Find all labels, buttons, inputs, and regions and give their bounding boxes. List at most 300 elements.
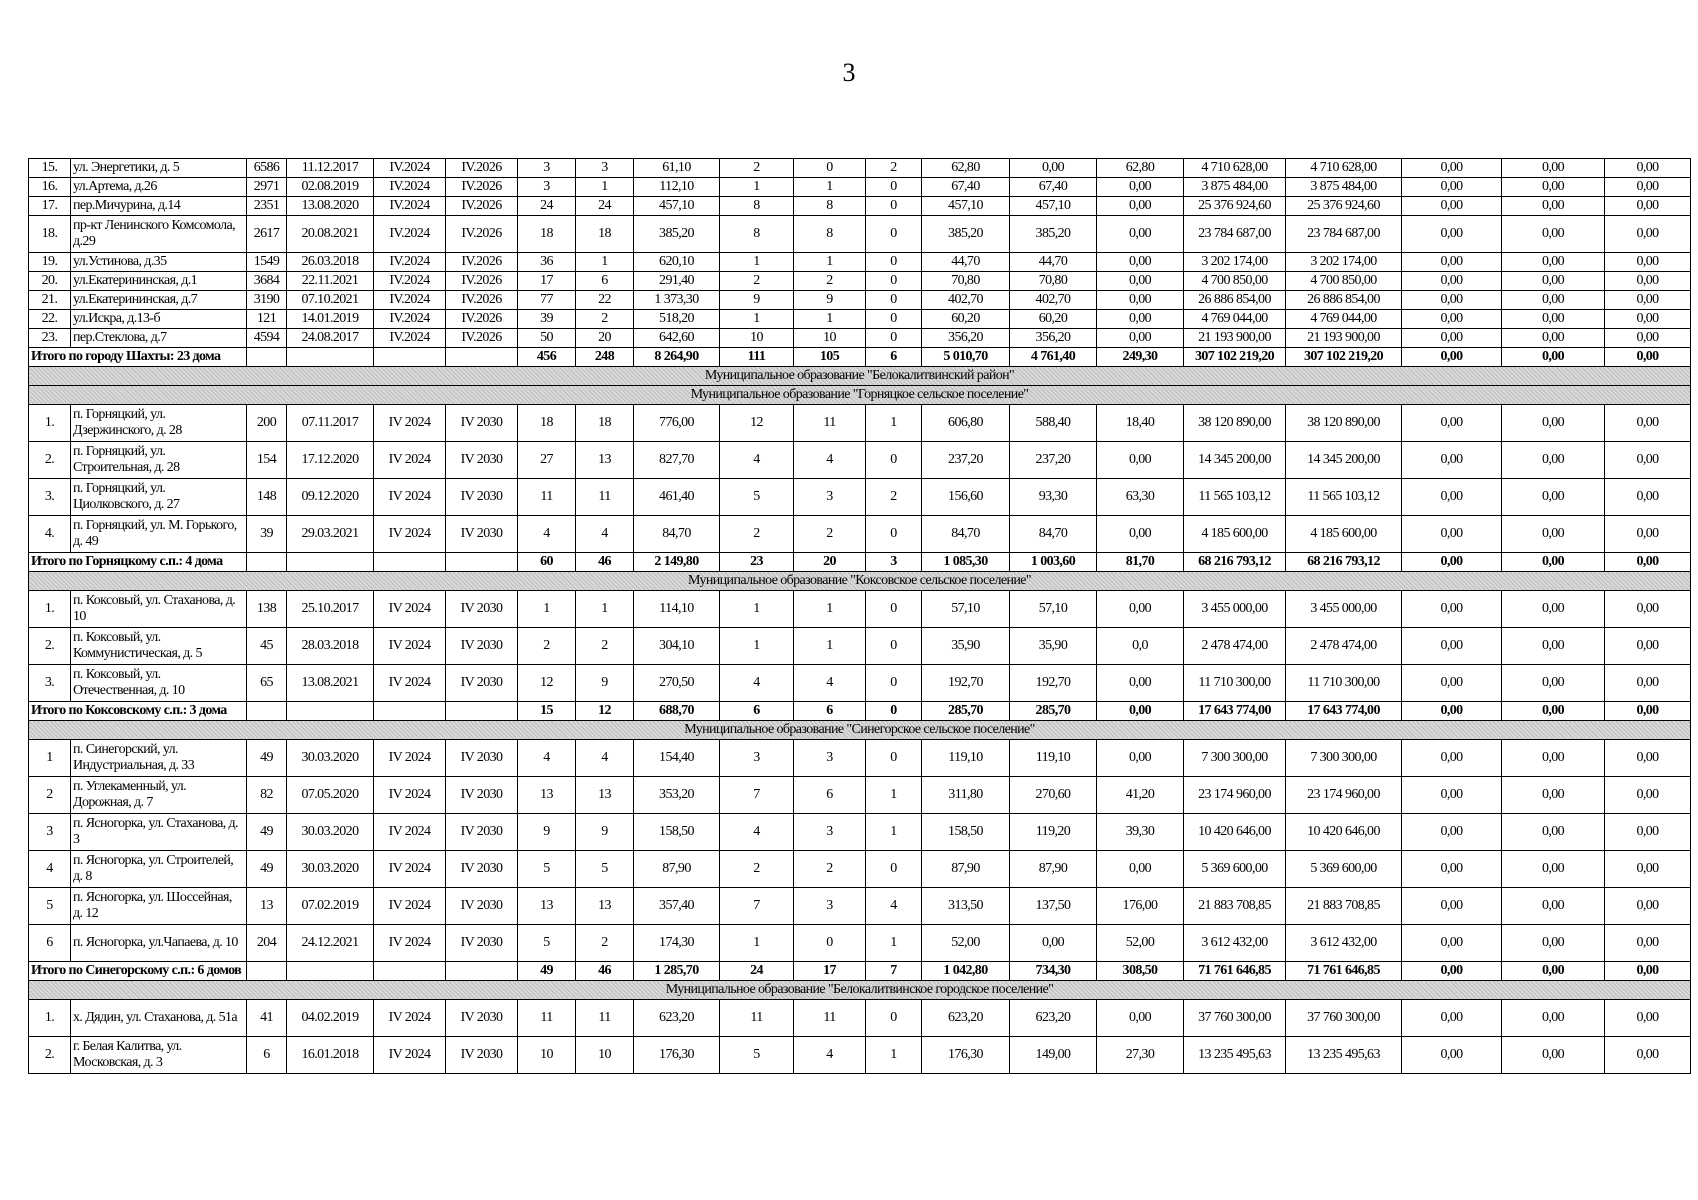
table-cell: 0 <box>866 702 922 721</box>
address-cell: ул.Екатерининская, д.1 <box>71 272 247 291</box>
table-cell: 623,20 <box>1010 1000 1097 1037</box>
table-cell: 0,00 <box>1605 553 1691 572</box>
table-cell: IV 2024 <box>374 442 446 479</box>
address-cell: ул.Артема, д.26 <box>71 178 247 197</box>
table-cell: 0,00 <box>1402 197 1502 216</box>
table-cell: 5 369 600,00 <box>1184 851 1286 888</box>
table-cell: 0,00 <box>1605 159 1691 178</box>
table-cell: 307 102 219,20 <box>1184 348 1286 367</box>
table-cell: 24 <box>518 197 576 216</box>
table-cell: 0,00 <box>1605 851 1691 888</box>
table-cell: 2 <box>866 159 922 178</box>
table-cell: IV.2024 <box>374 178 446 197</box>
table-cell: 270,50 <box>634 665 720 702</box>
row-number: 3. <box>29 665 71 702</box>
table-cell: 12 <box>576 702 634 721</box>
table-cell: 1 <box>794 591 866 628</box>
row-number: 19. <box>29 253 71 272</box>
table-cell: 0,00 <box>1402 216 1502 253</box>
table-cell: IV.2024 <box>374 253 446 272</box>
table-row <box>29 405 1691 442</box>
table-cell: 1 <box>576 591 634 628</box>
table-row <box>29 851 1691 888</box>
table-cell: 18 <box>518 405 576 442</box>
row-number: 23. <box>29 329 71 348</box>
table-cell: 0 <box>866 178 922 197</box>
table-cell: 2 <box>720 851 794 888</box>
table-cell: 17 <box>518 272 576 291</box>
table-cell: 5 <box>720 1037 794 1074</box>
table-cell: 62,80 <box>922 159 1010 178</box>
table-cell: 37 760 300,00 <box>1286 1000 1402 1037</box>
table-cell: IV 2024 <box>374 665 446 702</box>
table-cell: 0,00 <box>1402 553 1502 572</box>
table-cell: IV.2026 <box>446 216 518 253</box>
table-cell: 0,00 <box>1605 777 1691 814</box>
table-cell: 642,60 <box>634 329 720 348</box>
table-cell: 285,70 <box>922 702 1010 721</box>
table-cell: 07.10.2021 <box>287 291 374 310</box>
row-number: 21. <box>29 291 71 310</box>
table-cell: 25.10.2017 <box>287 591 374 628</box>
table-cell: 0,00 <box>1097 1000 1184 1037</box>
row-number: 1. <box>29 405 71 442</box>
table-cell: 5 369 600,00 <box>1286 851 1402 888</box>
table-cell: 3 <box>794 740 866 777</box>
table-cell: 457,10 <box>634 197 720 216</box>
table-cell: 1 <box>866 925 922 962</box>
table-cell: 37 760 300,00 <box>1184 1000 1286 1037</box>
table-cell: 3684 <box>247 272 287 291</box>
address-cell: п. Ясногорка, ул. Стаханова, д. 3 <box>71 814 247 851</box>
address-cell: п. Коксовый, ул. Стаханова, д. 10 <box>71 591 247 628</box>
row-number: 22. <box>29 310 71 329</box>
table-row <box>29 442 1691 479</box>
table-cell: 23 <box>720 553 794 572</box>
row-number: 20. <box>29 272 71 291</box>
address-cell: п. Ясногорка, ул. Шоссейная, д. 12 <box>71 888 247 925</box>
table-cell: IV 2030 <box>446 925 518 962</box>
table-cell: 9 <box>576 665 634 702</box>
table-row <box>29 925 1691 962</box>
table-cell: 1 <box>518 591 576 628</box>
table-cell: 41,20 <box>1097 777 1184 814</box>
table-cell: 237,20 <box>922 442 1010 479</box>
table-cell: 60,20 <box>1010 310 1097 329</box>
table-cell: 457,10 <box>922 197 1010 216</box>
table-row <box>29 310 1691 329</box>
table-cell: 385,20 <box>922 216 1010 253</box>
table-cell: 4594 <box>247 329 287 348</box>
table-row <box>29 591 1691 628</box>
table-cell: 13 <box>576 888 634 925</box>
table-cell: 24.12.2021 <box>287 925 374 962</box>
table-cell: 291,40 <box>634 272 720 291</box>
table-cell: IV.2024 <box>374 310 446 329</box>
table-cell: 0,0 <box>1097 628 1184 665</box>
table-cell: 04.02.2019 <box>287 1000 374 1037</box>
table-cell: 0,00 <box>1097 591 1184 628</box>
table-cell: 52,00 <box>1097 925 1184 962</box>
table-cell: 307 102 219,20 <box>1286 348 1402 367</box>
section-header-row <box>29 386 1691 405</box>
table-cell: IV 2024 <box>374 925 446 962</box>
table-cell: 0,00 <box>1605 702 1691 721</box>
table-row <box>29 665 1691 702</box>
table-cell <box>287 553 374 572</box>
table-cell: 23 174 960,00 <box>1184 777 1286 814</box>
table-cell: 18 <box>576 216 634 253</box>
table-cell: 18,40 <box>1097 405 1184 442</box>
table-cell: 0,00 <box>1402 159 1502 178</box>
table-cell: 7 <box>866 962 922 981</box>
table-cell: 63,30 <box>1097 479 1184 516</box>
table-cell: 0,00 <box>1097 272 1184 291</box>
table-cell: 0 <box>866 851 922 888</box>
table-cell <box>247 962 287 981</box>
table-cell: 0,00 <box>1502 851 1605 888</box>
table-cell: 24 <box>720 962 794 981</box>
table-cell: 0 <box>866 628 922 665</box>
table-cell: 1 003,60 <box>1010 553 1097 572</box>
table-cell: 2 <box>794 851 866 888</box>
table-cell: 6 <box>247 1037 287 1074</box>
table-cell: 11 <box>794 405 866 442</box>
table-cell: 776,00 <box>634 405 720 442</box>
table-cell: 26 886 854,00 <box>1286 291 1402 310</box>
table-cell: 13 <box>518 888 576 925</box>
table-cell: 0,00 <box>1502 925 1605 962</box>
table-cell: 0,00 <box>1402 777 1502 814</box>
table-cell: 0,00 <box>1605 628 1691 665</box>
table-cell: 0,00 <box>1502 553 1605 572</box>
table-cell: 10 420 646,00 <box>1184 814 1286 851</box>
table-cell: IV 2030 <box>446 1000 518 1037</box>
section-header-row <box>29 572 1691 591</box>
table-cell: 11 <box>518 479 576 516</box>
table-cell: 0,00 <box>1605 888 1691 925</box>
table-cell: 2 <box>576 925 634 962</box>
table-cell: 0,00 <box>1097 310 1184 329</box>
table-cell: 5 <box>518 925 576 962</box>
table-cell: IV 2024 <box>374 851 446 888</box>
table-cell: 0,00 <box>1502 178 1605 197</box>
table-cell: 204 <box>247 925 287 962</box>
table-cell: 11.12.2017 <box>287 159 374 178</box>
table-cell: 154,40 <box>634 740 720 777</box>
table-cell: 25 376 924,60 <box>1184 197 1286 216</box>
address-cell: п. Коксовый, ул. Коммунистическая, д. 5 <box>71 628 247 665</box>
address-cell: х. Дядин, ул. Стаханова, д. 51а <box>71 1000 247 1037</box>
table-cell: 0,00 <box>1097 178 1184 197</box>
table-cell: 0,00 <box>1605 310 1691 329</box>
table-cell: 4 769 044,00 <box>1286 310 1402 329</box>
table-cell: IV.2026 <box>446 178 518 197</box>
table-cell: 07.05.2020 <box>287 777 374 814</box>
table-cell: 21 883 708,85 <box>1184 888 1286 925</box>
table-cell: 2 <box>720 272 794 291</box>
table-cell: 4 <box>794 665 866 702</box>
table-cell: 11 565 103,12 <box>1184 479 1286 516</box>
address-cell: пр-кт Ленинского Комсомола, д.29 <box>71 216 247 253</box>
table-cell: 52,00 <box>922 925 1010 962</box>
section-header-row <box>29 981 1691 1000</box>
table-cell: 0,00 <box>1402 888 1502 925</box>
table-cell: 0,00 <box>1402 253 1502 272</box>
table-cell <box>446 553 518 572</box>
table-cell: 0,00 <box>1097 197 1184 216</box>
table-cell: 23 784 687,00 <box>1184 216 1286 253</box>
table-cell: 0 <box>866 591 922 628</box>
table-cell: 0,00 <box>1097 442 1184 479</box>
table-cell: 0 <box>866 310 922 329</box>
table-row <box>29 479 1691 516</box>
table-cell: 0,00 <box>1010 925 1097 962</box>
table-cell: 13 <box>247 888 287 925</box>
table-row <box>29 159 1691 178</box>
table-cell: 0,00 <box>1402 479 1502 516</box>
table-cell: 112,10 <box>634 178 720 197</box>
table-cell: 29.03.2021 <box>287 516 374 553</box>
table-cell: 8 <box>720 216 794 253</box>
table-cell: 11 <box>720 1000 794 1037</box>
table-cell: 1 <box>866 405 922 442</box>
table-cell: 353,20 <box>634 777 720 814</box>
table-cell: 2 478 474,00 <box>1286 628 1402 665</box>
table-cell: 1 <box>794 310 866 329</box>
table-cell: 0,00 <box>1502 591 1605 628</box>
table-cell: 0,00 <box>1502 159 1605 178</box>
table-cell: 4 <box>720 442 794 479</box>
table-cell: 4 769 044,00 <box>1184 310 1286 329</box>
row-number: 18. <box>29 216 71 253</box>
table-cell: 70,80 <box>922 272 1010 291</box>
table-cell: 39 <box>518 310 576 329</box>
table-cell: 20 <box>794 553 866 572</box>
table-cell: 518,20 <box>634 310 720 329</box>
table-cell: 30.03.2020 <box>287 740 374 777</box>
table-cell: 588,40 <box>1010 405 1097 442</box>
table-cell: 4 <box>576 516 634 553</box>
table-cell: 60 <box>518 553 576 572</box>
table-body <box>29 159 1691 1074</box>
total-label: Итого по Горняцкому с.п.: 4 дома <box>29 553 247 572</box>
table-cell: 0 <box>866 197 922 216</box>
table-cell: 18 <box>576 405 634 442</box>
table-cell: 623,20 <box>922 1000 1010 1037</box>
table-cell: IV 2030 <box>446 591 518 628</box>
table-cell: 65 <box>247 665 287 702</box>
table-cell: 0,00 <box>1605 740 1691 777</box>
table-cell: 138 <box>247 591 287 628</box>
table-cell: 2 <box>866 479 922 516</box>
table-cell: 1 085,30 <box>922 553 1010 572</box>
table-cell: 0,00 <box>1605 665 1691 702</box>
row-number: 6 <box>29 925 71 962</box>
table-cell: 0,00 <box>1605 442 1691 479</box>
table-cell: 0,00 <box>1605 516 1691 553</box>
table-cell: IV 2030 <box>446 628 518 665</box>
table-cell: 57,10 <box>1010 591 1097 628</box>
table-cell: 0,00 <box>1605 178 1691 197</box>
table-cell: 13.08.2020 <box>287 197 374 216</box>
table-cell: 10 <box>576 1037 634 1074</box>
table-cell: 1 <box>720 925 794 962</box>
table-cell: 81,70 <box>1097 553 1184 572</box>
row-number: 3 <box>29 814 71 851</box>
table-cell: 38 120 890,00 <box>1286 405 1402 442</box>
table-cell: IV 2024 <box>374 740 446 777</box>
address-cell: ул.Устинова, д.35 <box>71 253 247 272</box>
table-cell: 3 <box>518 159 576 178</box>
table-cell: 10 <box>794 329 866 348</box>
table-cell: 20 <box>576 329 634 348</box>
table-cell: 84,70 <box>922 516 1010 553</box>
table-cell: IV.2026 <box>446 291 518 310</box>
table-cell: 27 <box>518 442 576 479</box>
table-cell: 0,00 <box>1402 1000 1502 1037</box>
address-cell: г. Белая Калитва, ул. Московская, д. 3 <box>71 1037 247 1074</box>
table-cell: 148 <box>247 479 287 516</box>
table-cell: 49 <box>247 814 287 851</box>
table-cell: 4 710 628,00 <box>1184 159 1286 178</box>
table-cell: 620,10 <box>634 253 720 272</box>
table-cell: 7 300 300,00 <box>1286 740 1402 777</box>
table-cell: 3 875 484,00 <box>1286 178 1402 197</box>
table-cell: IV 2024 <box>374 814 446 851</box>
table-cell: 0,00 <box>1502 310 1605 329</box>
table-cell: 8 <box>720 197 794 216</box>
total-label: Итого по Синегорскому с.п.: 6 домов <box>29 962 247 981</box>
row-number: 4 <box>29 851 71 888</box>
table-cell: 114,10 <box>634 591 720 628</box>
table-cell: IV.2026 <box>446 329 518 348</box>
row-number: 1. <box>29 591 71 628</box>
table-cell: 3190 <box>247 291 287 310</box>
table-cell: IV 2030 <box>446 777 518 814</box>
table-cell: 0,00 <box>1605 253 1691 272</box>
table-cell: 270,60 <box>1010 777 1097 814</box>
table-cell: 67,40 <box>1010 178 1097 197</box>
table-cell: IV.2026 <box>446 159 518 178</box>
table-cell: 4 <box>518 740 576 777</box>
table-cell: 23 174 960,00 <box>1286 777 1402 814</box>
table-cell: 46 <box>576 962 634 981</box>
table-cell: 0 <box>866 272 922 291</box>
table-cell: IV.2024 <box>374 197 446 216</box>
total-label: Итого по городу Шахты: 23 дома <box>29 348 247 367</box>
table-cell: 4 <box>720 814 794 851</box>
table-cell: 1 <box>794 178 866 197</box>
table-cell: 0,00 <box>1605 925 1691 962</box>
table-cell: 0,00 <box>1502 348 1605 367</box>
table-cell: 119,10 <box>922 740 1010 777</box>
table-row <box>29 888 1691 925</box>
table-row <box>29 216 1691 253</box>
table-cell: 192,70 <box>1010 665 1097 702</box>
table-cell: 1 <box>866 1037 922 1074</box>
table-cell: 0,00 <box>1402 442 1502 479</box>
address-cell: пер.Стеклова, д.7 <box>71 329 247 348</box>
table-cell: 119,20 <box>1010 814 1097 851</box>
table-cell: 0,00 <box>1402 178 1502 197</box>
table-cell: 11 710 300,00 <box>1286 665 1402 702</box>
table-cell: 0,00 <box>1502 628 1605 665</box>
table-cell: 0,00 <box>1605 1037 1691 1074</box>
table-cell: IV 2024 <box>374 628 446 665</box>
table-cell: 311,80 <box>922 777 1010 814</box>
table-cell: 6586 <box>247 159 287 178</box>
table-cell: 62,80 <box>1097 159 1184 178</box>
table-cell <box>247 702 287 721</box>
table-cell: 25 376 924,60 <box>1286 197 1402 216</box>
table-cell: 13 <box>576 442 634 479</box>
table-cell: 137,50 <box>1010 888 1097 925</box>
table-cell: 8 <box>794 197 866 216</box>
table-cell: 402,70 <box>1010 291 1097 310</box>
table-cell: 0,00 <box>1502 197 1605 216</box>
table-cell: 20.08.2021 <box>287 216 374 253</box>
table-cell: 87,90 <box>634 851 720 888</box>
table-cell: 11 <box>576 1000 634 1037</box>
table-cell: 87,90 <box>922 851 1010 888</box>
table-cell: 13.08.2021 <box>287 665 374 702</box>
address-cell: п. Углекаменный, ул. Дорожная, д. 7 <box>71 777 247 814</box>
housing-register-table <box>28 158 1691 1074</box>
table-cell: 2 <box>794 516 866 553</box>
table-cell: 4 <box>576 740 634 777</box>
page-number: 3 <box>842 58 856 87</box>
table-cell: 3 <box>794 814 866 851</box>
table-cell: 0,00 <box>1402 516 1502 553</box>
section-title: Муниципальное образование "Белокалитвинское городское поселение" <box>29 981 1691 1000</box>
table-cell: 0 <box>866 291 922 310</box>
table-cell: IV 2024 <box>374 591 446 628</box>
table-cell: 0,00 <box>1605 591 1691 628</box>
table-cell: IV 2030 <box>446 479 518 516</box>
table-cell: 22.11.2021 <box>287 272 374 291</box>
table-cell: 61,10 <box>634 159 720 178</box>
table-cell: 6 <box>866 348 922 367</box>
table-cell: 4 <box>720 665 794 702</box>
table-cell: 8 264,90 <box>634 348 720 367</box>
table-cell: 0 <box>866 216 922 253</box>
table-cell: 313,50 <box>922 888 1010 925</box>
table-cell: 3 <box>794 888 866 925</box>
table-cell: 93,30 <box>1010 479 1097 516</box>
row-number: 2. <box>29 628 71 665</box>
total-row <box>29 348 1691 367</box>
table-cell: 0,00 <box>1502 479 1605 516</box>
row-number: 16. <box>29 178 71 197</box>
table-cell: 10 <box>720 329 794 348</box>
table-cell: 60,20 <box>922 310 1010 329</box>
table-cell <box>446 348 518 367</box>
table-cell: 149,00 <box>1010 1037 1097 1074</box>
table-cell: 4 761,40 <box>1010 348 1097 367</box>
table-cell: 0,00 <box>1605 197 1691 216</box>
table-cell: 357,40 <box>634 888 720 925</box>
table-cell: 27,30 <box>1097 1037 1184 1074</box>
table-cell: IV.2026 <box>446 253 518 272</box>
table-cell: 0,00 <box>1502 405 1605 442</box>
table-row <box>29 1037 1691 1074</box>
table-cell: 39 <box>247 516 287 553</box>
table-cell: IV 2024 <box>374 479 446 516</box>
table-cell: 3 <box>576 159 634 178</box>
table-cell: 688,70 <box>634 702 720 721</box>
table-cell: 4 710 628,00 <box>1286 159 1402 178</box>
